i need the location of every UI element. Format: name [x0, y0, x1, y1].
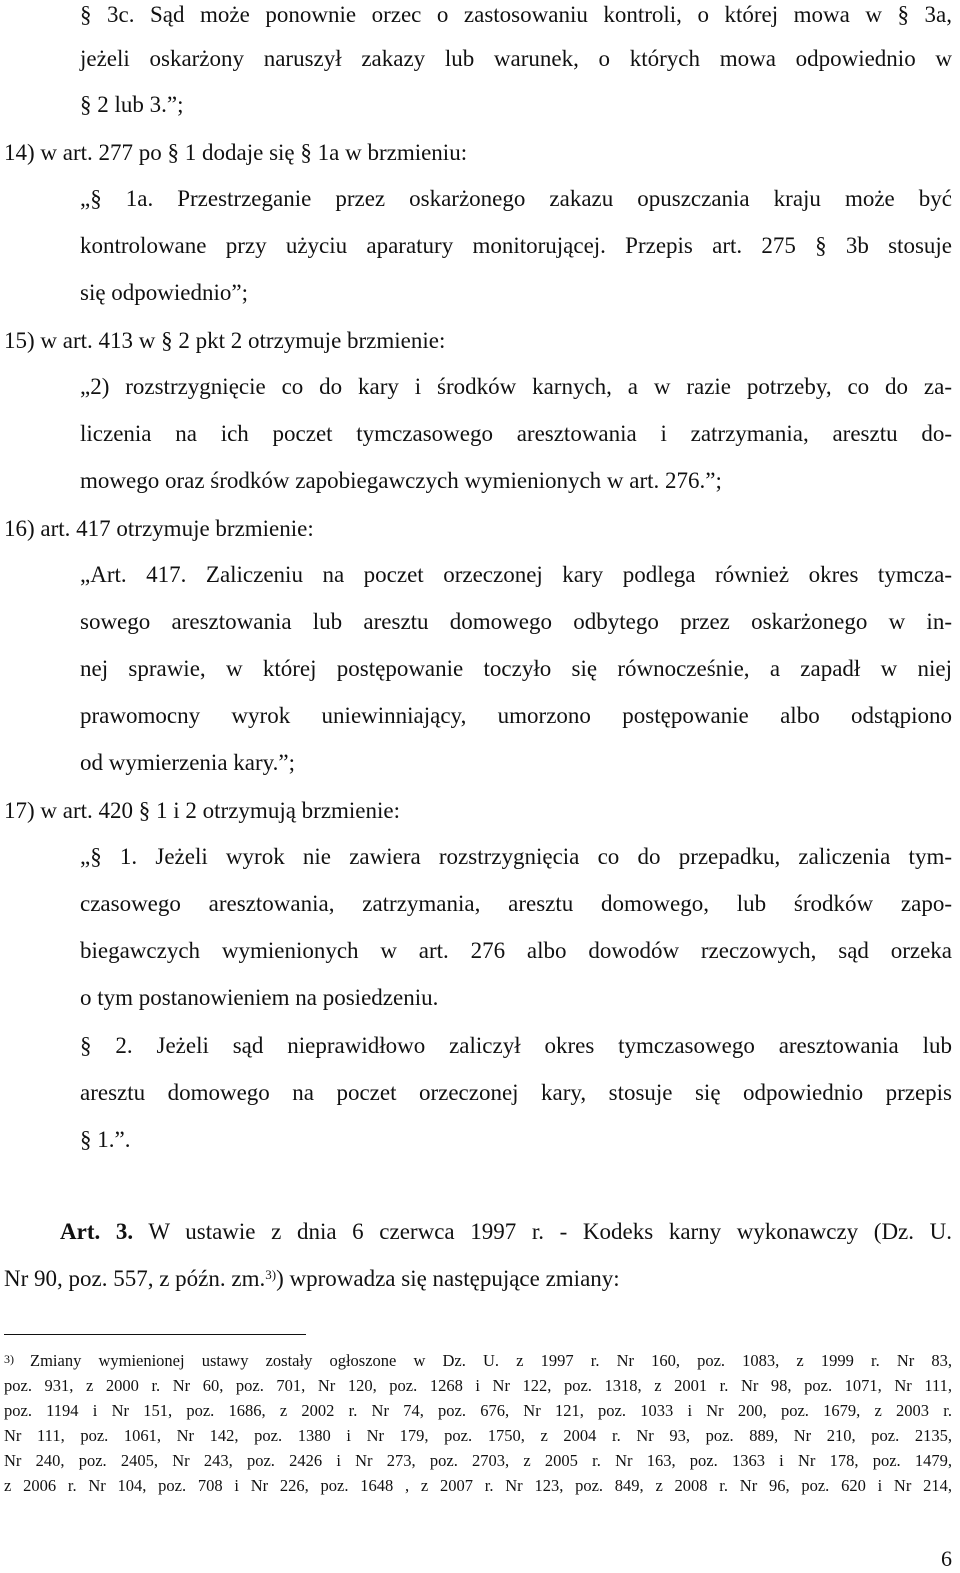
text-line: mowego oraz środków zapobiegawczych wymienionych w art. 276.”; [80, 468, 722, 493]
list-item: 14) w art. 277 po § 1 dodaje się § 1a w brzmieniu: [4, 140, 468, 165]
text-line: sowego aresztowania lub aresztu domowego odbytego przez oskarżonego w in- [80, 609, 952, 634]
text-line: § 2. Jeżeli sąd nieprawidłowo zaliczył okres tymczasowego aresztowania lub [80, 1033, 952, 1058]
text-line: biegawczych wymienionych w art. 276 albo dowodów rzeczowych, sąd orzeka [80, 938, 952, 963]
list-item: 17) w art. 420 § 1 i 2 otrzymują brzmienie: [4, 798, 401, 823]
article-text-line [4, 1264, 952, 1294]
article-label: Art. 3. [60, 1219, 134, 1244]
article-text: Nr 90, poz. 557, z późn. zm. [4, 1266, 266, 1291]
article-text: W ustawie z dnia 6 czerwca 1997 r. - Kodeks karny wykonawczy (Dz. U. [133, 1219, 952, 1244]
footnote-line [4, 1350, 952, 1372]
text-line: prawomocny wyrok uniewinniający, umorzono postępowanie albo odstąpiono [80, 703, 952, 728]
footnote-line: Nr 111, poz. 1061, Nr 142, poz. 1380 i Nr 179, poz. 1750, z 2004 r. Nr 93, poz. 889, Nr 210, poz. 2135, [4, 1426, 952, 1445]
list-item: 16) art. 417 otrzymuje brzmienie: [4, 516, 314, 541]
page-number: 6 [941, 1546, 952, 1571]
text-line: § 3c. Sąd może ponownie orzec o zastosowaniu kontroli, o której mowa w § 3a, [80, 2, 952, 27]
text-line: § 1.”. [80, 1127, 131, 1152]
footnote-line: poz. 931, z 2000 r. Nr 60, poz. 701, Nr 120, poz. 1268 i Nr 122, poz. 1318, z 2001 r. Nr 98, poz. 1071, Nr 111, [4, 1376, 952, 1395]
text-line: kontrolowane przy użyciu aparatury monitorującej. Przepis art. 275 § 3b stosuje [80, 233, 952, 258]
footnote-divider [4, 1334, 306, 1335]
footnote-line: Nr 240, poz. 2405, Nr 243, poz. 2426 i Nr 273, poz. 2703, z 2005 r. Nr 163, poz. 1363 i Nr 178, poz. 1479, [4, 1451, 952, 1470]
text-line: „§ 1. Jeżeli wyrok nie zawiera rozstrzygnięcia co do przepadku, zaliczenia tym- [80, 844, 952, 869]
footnote-mark: 3) [4, 1352, 14, 1366]
article-heading-line [60, 1217, 952, 1247]
list-item: 15) w art. 413 w § 2 pkt 2 otrzymuje brzmienie: [4, 328, 446, 353]
footnote-text: Zmiany wymienionej ustawy zostały ogłoszone w Dz. U. z 1997 r. Nr 160, poz. 1083, z 1999 r. Nr 83, [30, 1351, 952, 1370]
footnote-reference[interactable]: 3) [265, 1267, 277, 1282]
text-line: czasowego aresztowania, zatrzymania, aresztu domowego, lub środków zapo- [80, 891, 952, 916]
text-line: aresztu domowego na poczet orzeczonej kary, stosuje się odpowiednio przepis [80, 1080, 952, 1105]
footnote-line: z 2006 r. Nr 104, poz. 708 i Nr 226, poz. 1648 , z 2007 r. Nr 123, poz. 849, z 2008 r. Nr 96, poz. 620 i Nr 214, [4, 1476, 952, 1495]
text-line: liczenia na ich poczet tymczasowego aresztowania i zatrzymania, aresztu do- [80, 421, 952, 446]
text-line: o tym postanowieniem na posiedzeniu. [80, 985, 439, 1010]
text-line: „2) rozstrzygnięcie co do kary i środków karnych, a w razie potrzeby, co do za- [80, 374, 952, 399]
text-line: § 2 lub 3.”; [80, 92, 184, 117]
text-line: nej sprawie, w której postępowanie toczyło się równocześnie, a zapadł w niej [80, 656, 952, 681]
text-line: się odpowiednio”; [80, 280, 248, 305]
text-line: „§ 1a. Przestrzeganie przez oskarżonego zakazu opuszczania kraju może być [80, 186, 952, 211]
text-line: „Art. 417. Zaliczeniu na poczet orzeczonej kary podlega również okres tymcza- [80, 562, 952, 587]
footnote-line: poz. 1194 i Nr 151, poz. 1686, z 2002 r. Nr 74, poz. 676, Nr 121, poz. 1033 i Nr 200, poz. 1679, z 2003 r. [4, 1401, 952, 1420]
article-text: ) wprowadza się następujące zmiany: [276, 1266, 620, 1291]
text-line: jeżeli oskarżony naruszył zakazy lub warunek, o których mowa odpowiednio w [80, 46, 952, 71]
text-line: od wymierzenia kary.”; [80, 750, 295, 775]
